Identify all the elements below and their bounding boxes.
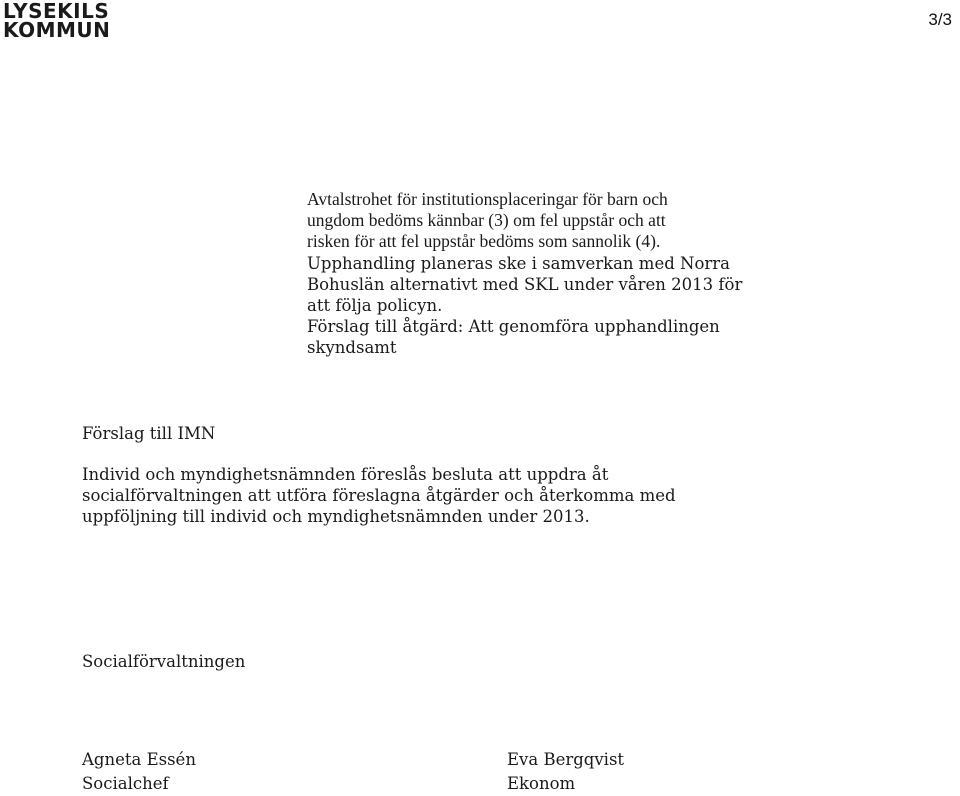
department-name: Socialförvaltningen <box>82 652 246 671</box>
page-number: 3/3 <box>928 10 952 29</box>
logo-line-2: KOMMUN <box>3 18 111 42</box>
risk-line: Bohuslän alternativt med SKL under våren 2013 för <box>307 274 743 294</box>
risk-line: att följa policyn. <box>307 296 443 316</box>
risk-assessment-block <box>307 189 757 359</box>
risk-line: skyndsamt <box>307 338 397 358</box>
risk-line: risken för att fel uppstår bedöms som sannolik (4). <box>307 231 661 252</box>
signer-title: Socialchef <box>82 774 169 793</box>
signature-block <box>507 748 624 796</box>
proposal-text <box>82 464 702 528</box>
proposal-line: uppföljning till individ och myndighetsnämnden under 2013. <box>82 507 590 527</box>
proposal-line: Individ och myndighetsnämnden föreslås besluta att uppdra åt <box>82 465 609 484</box>
proposal-line: socialförvaltningen att utföra föreslagna åtgärder och återkomma med <box>82 486 676 506</box>
proposal-heading: Förslag till IMN <box>82 424 216 443</box>
risk-line: Upphandling planeras ske i samverkan med Norra <box>307 253 731 273</box>
signature-block <box>82 748 196 796</box>
risk-line: Avtalstrohet för institutionsplaceringar för barn och <box>307 189 668 209</box>
signer-name: Eva Bergqvist <box>507 750 625 769</box>
lysekils-kommun-logo <box>3 2 110 40</box>
risk-line: ungdom bedöms kännbar (3) om fel uppstår och att <box>307 210 666 231</box>
risk-line: Förslag till åtgärd: Att genomföra upphandlingen <box>307 317 720 337</box>
signer-name: Agneta Essén <box>82 750 196 769</box>
logo-line-1: LYSEKILS <box>3 0 110 23</box>
signer-title: Ekonom <box>507 774 576 793</box>
